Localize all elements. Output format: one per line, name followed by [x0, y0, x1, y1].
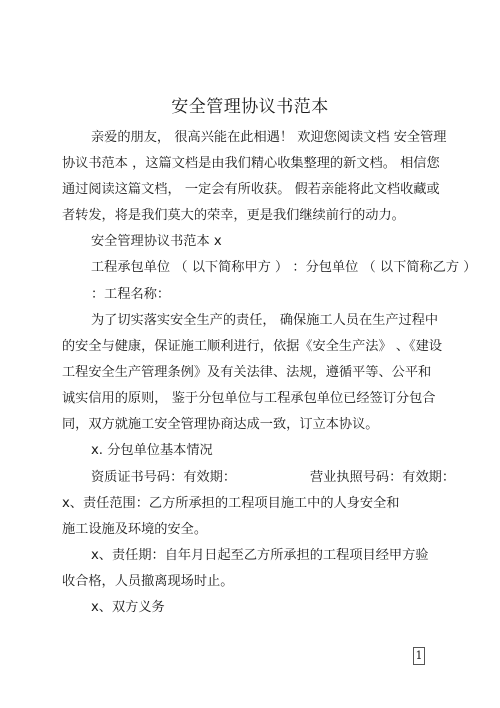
section-heading-basic-info: x. 分包单位基本情况 [91, 443, 213, 458]
scope-line-1: x、责任范围：乙方所承担的工程项目施工中的人身安全和 [62, 496, 400, 511]
document-subtitle: 安全管理协议书范本 x [91, 234, 222, 249]
intro-line-1: 亲爱的朋友， 很高兴能在此相遇！ 欢迎您阅读文档 安全管理 [91, 130, 447, 145]
period-line-2: 收合格，人员撤离现场时止。 [62, 574, 234, 589]
purpose-line-4: 诚实信用的原则， 鉴于分包单位与工程承包单位已经签订分包合 [62, 391, 436, 406]
qualification-right: 营业执照号码：有效期： [310, 470, 456, 485]
period-line-1: x、责任期：自年月日起至乙方所承担的工程项目经甲方验 [91, 548, 429, 563]
intro-line-2: 协议书范本 ，这篇文档是由我们精心收集整理的新文档。 相信您 [62, 156, 440, 171]
purpose-line-5: 同，双方就施工安全管理协商达成一致，订立本协议。 [62, 417, 379, 432]
scope-line-2: 施工设施及环境的安全。 [62, 522, 208, 537]
purpose-line-3: 工程安全生产管理条例》及有关法律、法规，遵循平等、公平和 [62, 365, 432, 380]
parties-line-1: 工程承包单位 （ 以下简称甲方 ） ：分包单位 （ 以下简称乙方 ） [91, 260, 477, 275]
qualification-line [91, 470, 236, 486]
intro-line-4: 者转发，将是我们莫大的荣幸，更是我们继续前行的动力。 [62, 208, 405, 223]
qualification-left: 资质证书号码：有效期： [91, 470, 237, 485]
document-title: 安全管理协议书范本 [171, 97, 329, 117]
purpose-line-1: 为了切实落实安全生产的责任， 确保施工人员在生产过程中 [91, 313, 439, 328]
purpose-line-2: 的安全与健康，保证施工顺利进行，依据《安全生产法》 、《建设 [62, 339, 443, 354]
page-number: 1 [413, 647, 425, 665]
intro-line-3: 通过阅读这篇文档， 一定会有所收获。 假若亲能将此文档收藏或 [62, 182, 440, 197]
section-heading-obligations: x、双方义务 [91, 600, 165, 615]
parties-line-2: ：工程名称： [91, 287, 171, 302]
